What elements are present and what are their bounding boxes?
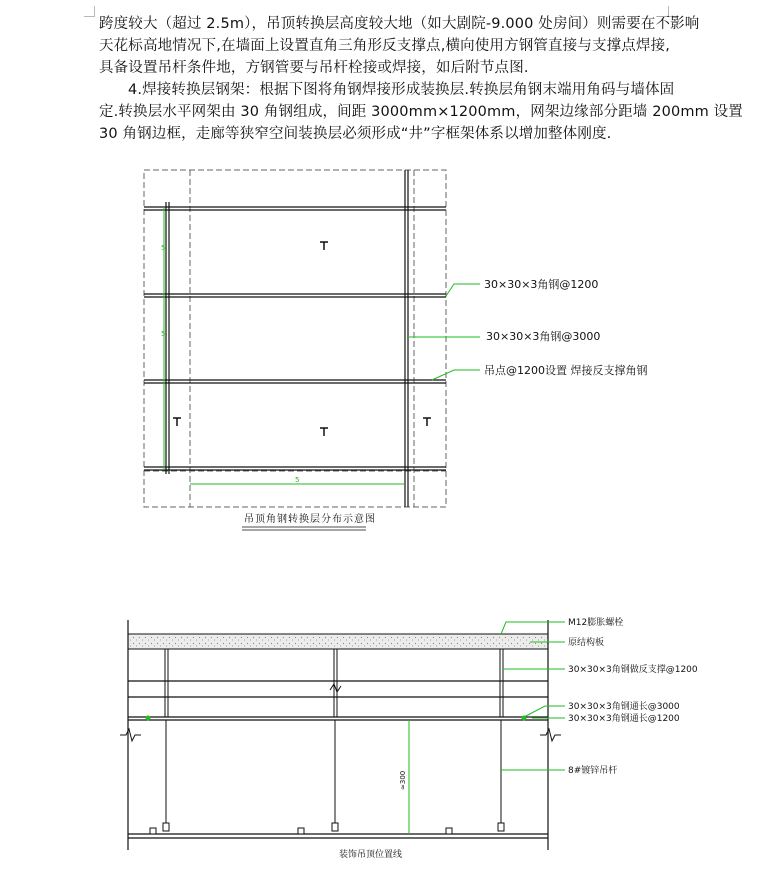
plan-callout: 吊点@1200设置 焊接反支撑角钢 [484, 364, 648, 377]
transfer-layer-beams [128, 681, 548, 720]
structural-slab [128, 634, 548, 649]
text-line: 定.转换层水平网架由 30 角钢组成，间距 3000mm×1200mm，网架边缘部分距墙 200mm 设置 [99, 104, 743, 120]
plan-callout: 30×30×3角钢@3000 [486, 330, 601, 343]
text-line: 天花标高地情况下,在墙面上设置直角三角形反支撑点,横向使用方钢管直接与支撑点焊接, [99, 38, 670, 54]
text-line: 4.焊接转换层钢架：根据下图将角钢焊接形成装换层.转换层角钢末端用角码与墙体固 [128, 82, 675, 98]
section-callout: M12膨胀螺栓 [568, 618, 624, 628]
section-callout: 30×30×3角钢通长@1200 [568, 714, 680, 724]
plan-caption: 吊顶角钢转换层分布示意图 [244, 514, 376, 525]
section-callout: 30×30×3角钢做反支撑@1200 [568, 665, 698, 675]
ceiling-position-label: 装饰吊顶位置线 [339, 850, 403, 860]
section-callout: 30×30×3角钢通长@3000 [568, 702, 680, 712]
ceiling-clips [150, 823, 504, 834]
section-break-marks [120, 729, 561, 741]
back-brace-posts [165, 649, 503, 717]
section-callout: 8#镀锌吊杆 [568, 766, 618, 776]
hanger-rods [166, 720, 501, 828]
plan-callout: 30×30×3角钢@1200 [484, 278, 599, 291]
dimension-mark: 5 [161, 244, 166, 252]
text-line: 30 角钢边框，走廊等狭窄空间装换层必须形成“井”字框架体系以增加整体刚度. [99, 126, 612, 142]
section-callout: 原结构板 [568, 638, 605, 648]
break-symbol-icon [330, 684, 341, 692]
dimension-mark: 5 [161, 330, 166, 338]
ceiling-line [128, 834, 548, 838]
text-line: 具备设置吊杆条件地，方钢管要与吊杆栓接或焊接，如后附节点图. [99, 60, 529, 76]
text-line: 跨度较大（超过 2.5m），吊顶转换层高度较大地（如大剧院-9.000 处房间）则需要在不影响 [99, 16, 700, 32]
section-dimension-label: ≈300 [399, 770, 407, 790]
section-walls [128, 620, 548, 850]
dimension-mark: 5 [295, 476, 300, 484]
